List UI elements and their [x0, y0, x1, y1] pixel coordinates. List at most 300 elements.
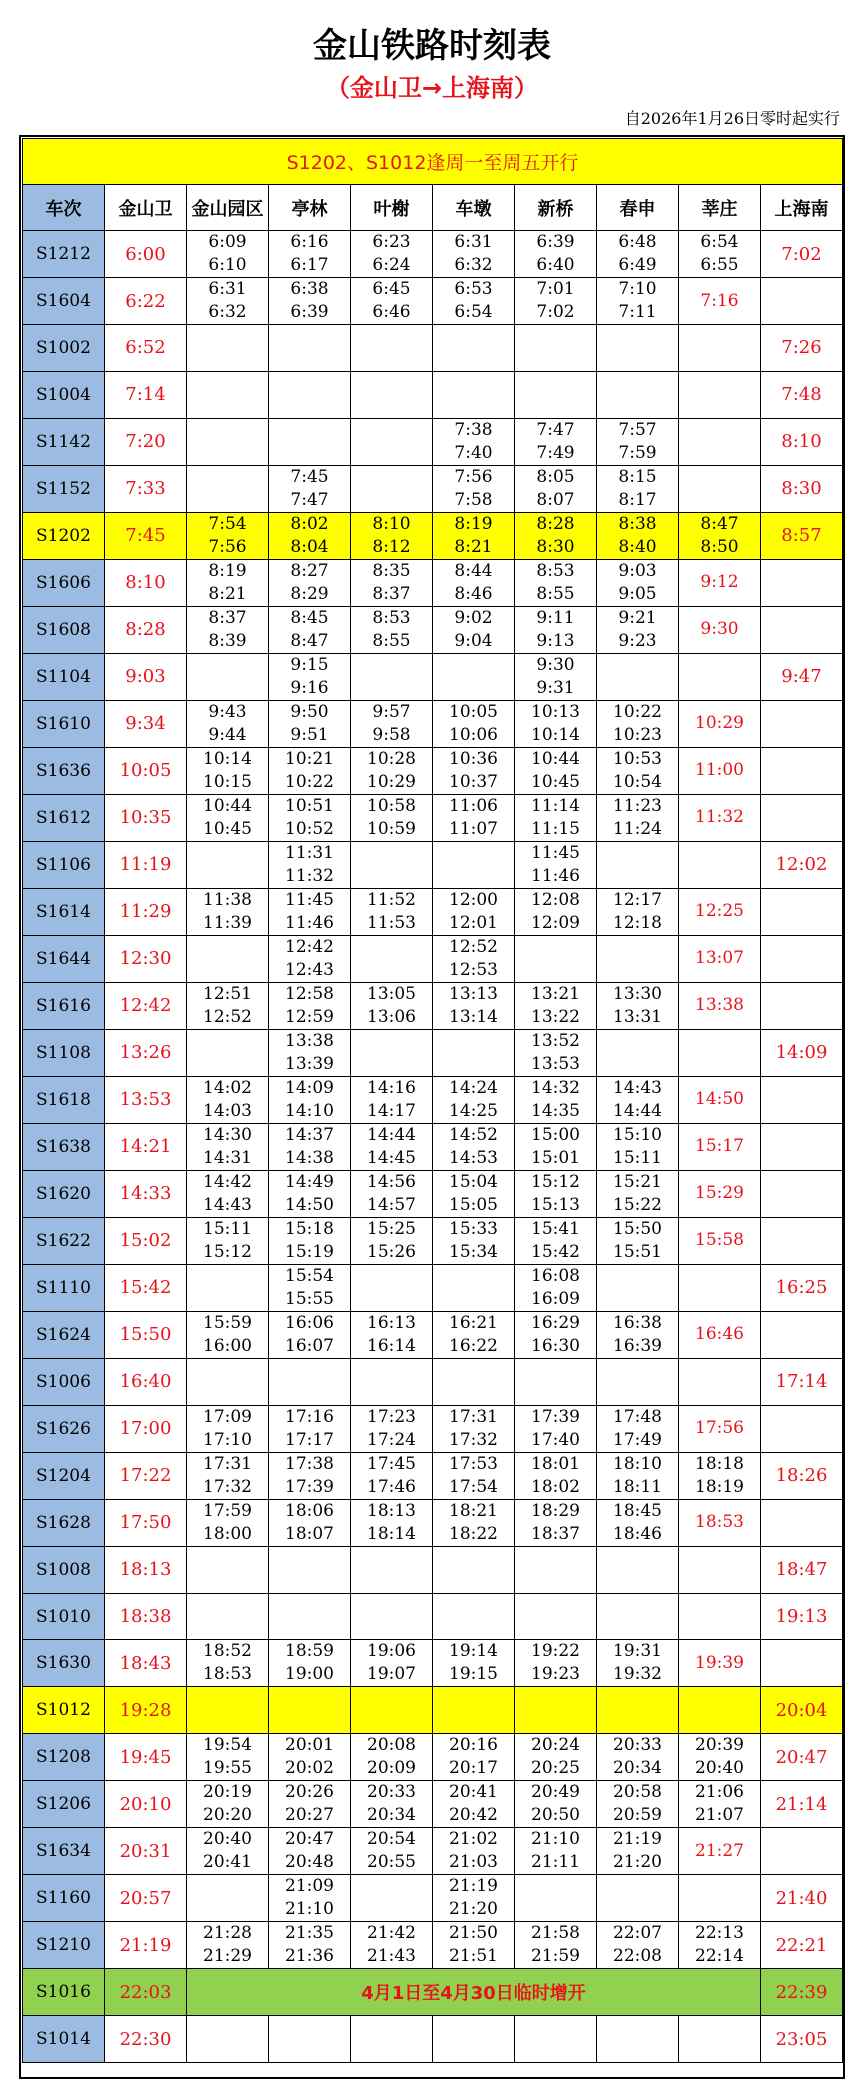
train-row: [23, 1546, 843, 1593]
station-time: 9:02 9:04: [433, 606, 515, 653]
train-number: S1160: [23, 1875, 105, 1922]
station-time: [433, 653, 515, 700]
train-row: [23, 653, 843, 700]
station-time: 8:53 8:55: [351, 606, 433, 653]
station-time: 14:42 14:43: [187, 1170, 269, 1217]
departure-time: 15:42: [105, 1264, 187, 1311]
train-number: S1104: [23, 653, 105, 700]
station-time: [679, 841, 761, 888]
station-time: 20:24 20:25: [515, 1734, 597, 1781]
station-time: 20:33 20:34: [597, 1734, 679, 1781]
station-time: [351, 935, 433, 982]
station-time: [597, 841, 679, 888]
train-row: [23, 700, 843, 747]
station-time: 12:42 12:43: [269, 935, 351, 982]
station-time: [515, 325, 597, 372]
arrival-time: 23:05: [761, 2016, 843, 2063]
train-row: [23, 1217, 843, 1264]
station-time: [597, 1264, 679, 1311]
station-time: 15:50 15:51: [597, 1217, 679, 1264]
train-number: S1152: [23, 465, 105, 512]
train-number: S1206: [23, 1781, 105, 1828]
station-time: 11:32: [679, 794, 761, 841]
station-time: 15:59 16:00: [187, 1311, 269, 1358]
station-time: [515, 1358, 597, 1405]
arrival-time: [761, 1828, 843, 1875]
station-time: [679, 371, 761, 418]
station-time: [351, 1264, 433, 1311]
header-station: 叶榭: [351, 185, 433, 231]
departure-time: 20:57: [105, 1875, 187, 1922]
header-station: 莘庄: [679, 185, 761, 231]
station-time: 15:54 15:55: [269, 1264, 351, 1311]
station-time: 19:06 19:07: [351, 1640, 433, 1687]
train-row: [23, 935, 843, 982]
arrival-time: [761, 747, 843, 794]
station-time: [679, 1029, 761, 1076]
station-time: 13:30 13:31: [597, 982, 679, 1029]
departure-time: 18:13: [105, 1546, 187, 1593]
station-time: 13:38: [679, 982, 761, 1029]
station-time: 21:19 21:20: [597, 1828, 679, 1875]
station-time: [187, 1358, 269, 1405]
arrival-time: 7:48: [761, 371, 843, 418]
header-train-number: 车次: [23, 185, 105, 231]
station-time: 21:10 21:11: [515, 1828, 597, 1875]
header-station: 金山卫: [105, 185, 187, 231]
temporary-service-note: 4月1日至4月30日临时增开: [187, 1969, 761, 2016]
station-time: [187, 1687, 269, 1734]
station-time: 16:21 16:22: [433, 1311, 515, 1358]
station-time: [597, 325, 679, 372]
departure-time: 13:53: [105, 1076, 187, 1123]
departure-time: 20:31: [105, 1828, 187, 1875]
arrival-time: 22:39: [761, 1969, 843, 2016]
station-time: 10:21 10:22: [269, 747, 351, 794]
train-row: [23, 325, 843, 372]
station-time: 21:58 21:59: [515, 1922, 597, 1969]
station-time: 9:30: [679, 606, 761, 653]
station-time: 9:15 9:16: [269, 653, 351, 700]
train-row: [23, 1687, 843, 1734]
arrival-time: [761, 982, 843, 1029]
station-time: 15:00 15:01: [515, 1123, 597, 1170]
departure-time: 17:22: [105, 1452, 187, 1499]
train-number: S1644: [23, 935, 105, 982]
station-time: [269, 325, 351, 372]
station-time: [351, 1546, 433, 1593]
station-time: 9:30 9:31: [515, 653, 597, 700]
train-row: [23, 1781, 843, 1828]
station-time: 17:45 17:46: [351, 1452, 433, 1499]
arrival-time: 18:47: [761, 1546, 843, 1593]
station-time: 14:24 14:25: [433, 1076, 515, 1123]
station-time: [597, 1358, 679, 1405]
arrival-time: [761, 559, 843, 606]
station-time: 10:29: [679, 700, 761, 747]
train-number: S1208: [23, 1734, 105, 1781]
station-time: [597, 371, 679, 418]
train-row: [23, 1170, 843, 1217]
station-time: 21:28 21:29: [187, 1922, 269, 1969]
train-number: S1612: [23, 794, 105, 841]
station-time: [187, 1264, 269, 1311]
station-time: 11:45 11:46: [269, 888, 351, 935]
arrival-time: 7:26: [761, 325, 843, 372]
station-time: 6:09 6:10: [187, 231, 269, 278]
header-station: 亭林: [269, 185, 351, 231]
station-time: 7:01 7:02: [515, 278, 597, 325]
station-time: 15:11 15:12: [187, 1217, 269, 1264]
timetable: [22, 138, 843, 2063]
station-time: 7:38 7:40: [433, 418, 515, 465]
arrival-time: [761, 278, 843, 325]
train-row: [23, 371, 843, 418]
station-time: 12:00 12:01: [433, 888, 515, 935]
station-time: 22:07 22:08: [597, 1922, 679, 1969]
station-time: 18:10 18:11: [597, 1452, 679, 1499]
train-number: S1626: [23, 1405, 105, 1452]
station-time: 18:52 18:53: [187, 1640, 269, 1687]
station-time: 15:18 15:19: [269, 1217, 351, 1264]
station-time: 9:12: [679, 559, 761, 606]
station-time: [433, 2016, 515, 2063]
station-time: [187, 1875, 269, 1922]
station-time: 12:25: [679, 888, 761, 935]
departure-time: 15:02: [105, 1217, 187, 1264]
route-subtitle: （金山卫→上海南）: [325, 74, 539, 102]
train-row: [23, 1264, 843, 1311]
station-time: [351, 371, 433, 418]
arrival-time: 18:26: [761, 1452, 843, 1499]
train-number: S1630: [23, 1640, 105, 1687]
station-time: 20:01 20:02: [269, 1734, 351, 1781]
station-time: 18:59 19:00: [269, 1640, 351, 1687]
station-time: 7:45 7:47: [269, 465, 351, 512]
station-time: [679, 1264, 761, 1311]
station-time: [269, 2016, 351, 2063]
train-number: S1636: [23, 747, 105, 794]
station-time: 15:58: [679, 1217, 761, 1264]
station-time: 12:58 12:59: [269, 982, 351, 1029]
station-time: 15:41 15:42: [515, 1217, 597, 1264]
station-time: 8:10 8:12: [351, 512, 433, 559]
station-time: [597, 653, 679, 700]
station-time: [679, 1593, 761, 1640]
station-time: 8:02 8:04: [269, 512, 351, 559]
station-time: 9:57 9:58: [351, 700, 433, 747]
station-time: 10:36 10:37: [433, 747, 515, 794]
train-number: S1108: [23, 1029, 105, 1076]
station-time: 12:51 12:52: [187, 982, 269, 1029]
train-number: S1610: [23, 700, 105, 747]
header-station: 车墩: [433, 185, 515, 231]
departure-time: 7:45: [105, 512, 187, 559]
station-time: [597, 1029, 679, 1076]
train-row: [23, 418, 843, 465]
station-time: 20:39 20:40: [679, 1734, 761, 1781]
station-time: [597, 935, 679, 982]
arrival-time: 8:30: [761, 465, 843, 512]
station-time: [187, 325, 269, 372]
station-time: 6:53 6:54: [433, 278, 515, 325]
station-time: 21:02 21:03: [433, 1828, 515, 1875]
departure-time: 10:05: [105, 747, 187, 794]
station-time: [351, 418, 433, 465]
station-time: [597, 1546, 679, 1593]
station-time: 18:45 18:46: [597, 1499, 679, 1546]
train-row: [23, 1969, 843, 2016]
station-time: 11:06 11:07: [433, 794, 515, 841]
station-time: 18:01 18:02: [515, 1452, 597, 1499]
station-time: 15:33 15:34: [433, 1217, 515, 1264]
station-time: 20:49 20:50: [515, 1781, 597, 1828]
header-station: 上海南: [761, 185, 843, 231]
train-row: [23, 1499, 843, 1546]
station-time: 21:19 21:20: [433, 1875, 515, 1922]
train-number: S1110: [23, 1264, 105, 1311]
station-time: 8:05 8:07: [515, 465, 597, 512]
station-time: 21:42 21:43: [351, 1922, 433, 1969]
page-title: 金山铁路时刻表: [313, 26, 551, 66]
station-time: 16:13 16:14: [351, 1311, 433, 1358]
train-number: S1012: [23, 1687, 105, 1734]
station-time: 20:40 20:41: [187, 1828, 269, 1875]
station-time: 6:54 6:55: [679, 231, 761, 278]
station-time: [679, 1546, 761, 1593]
arrival-time: 19:13: [761, 1593, 843, 1640]
station-time: 14:52 14:53: [433, 1123, 515, 1170]
train-number: S1142: [23, 418, 105, 465]
station-time: [351, 1029, 433, 1076]
departure-time: 8:10: [105, 559, 187, 606]
departure-time: 7:14: [105, 371, 187, 418]
train-row: [23, 1640, 843, 1687]
station-time: [187, 653, 269, 700]
arrival-time: [761, 1123, 843, 1170]
arrival-time: 9:47: [761, 653, 843, 700]
station-time: 15:04 15:05: [433, 1170, 515, 1217]
station-time: 14:49 14:50: [269, 1170, 351, 1217]
station-time: [679, 1875, 761, 1922]
station-time: 8:27 8:29: [269, 559, 351, 606]
train-number: S1604: [23, 278, 105, 325]
departure-time: 11:29: [105, 888, 187, 935]
train-row: [23, 1452, 843, 1499]
station-time: 11:38 11:39: [187, 888, 269, 935]
train-row: [23, 794, 843, 841]
station-time: [433, 1358, 515, 1405]
station-time: 8:15 8:17: [597, 465, 679, 512]
departure-time: 9:03: [105, 653, 187, 700]
station-time: [597, 1875, 679, 1922]
station-time: 11:00: [679, 747, 761, 794]
station-time: 6:39 6:40: [515, 231, 597, 278]
arrival-time: [761, 1217, 843, 1264]
arrival-time: 21:14: [761, 1781, 843, 1828]
departure-time: 6:22: [105, 278, 187, 325]
station-time: 20:41 20:42: [433, 1781, 515, 1828]
station-time: [433, 1029, 515, 1076]
station-time: 22:13 22:14: [679, 1922, 761, 1969]
station-time: 6:16 6:17: [269, 231, 351, 278]
train-number: S1638: [23, 1123, 105, 1170]
station-time: 6:23 6:24: [351, 231, 433, 278]
station-time: 9:50 9:51: [269, 700, 351, 747]
train-row: [23, 1734, 843, 1781]
train-row: [23, 2016, 843, 2063]
station-time: 14:50: [679, 1076, 761, 1123]
station-time: 16:46: [679, 1311, 761, 1358]
station-time: [597, 1687, 679, 1734]
station-time: 7:56 7:58: [433, 465, 515, 512]
train-number: S1608: [23, 606, 105, 653]
station-time: 17:23 17:24: [351, 1405, 433, 1452]
station-time: 13:05 13:06: [351, 982, 433, 1029]
train-number: S1016: [23, 1969, 105, 2016]
train-number: S1008: [23, 1546, 105, 1593]
station-time: 21:09 21:10: [269, 1875, 351, 1922]
station-time: 17:53 17:54: [433, 1452, 515, 1499]
station-time: [351, 1358, 433, 1405]
station-time: 13:38 13:39: [269, 1029, 351, 1076]
station-time: 8:53 8:55: [515, 559, 597, 606]
station-time: 20:33 20:34: [351, 1781, 433, 1828]
station-time: [433, 1687, 515, 1734]
departure-time: 19:28: [105, 1687, 187, 1734]
station-time: 17:39 17:40: [515, 1405, 597, 1452]
train-row: [23, 465, 843, 512]
station-time: 14:30 14:31: [187, 1123, 269, 1170]
arrival-time: 14:09: [761, 1029, 843, 1076]
station-time: 10:05 10:06: [433, 700, 515, 747]
arrival-time: 8:57: [761, 512, 843, 559]
station-time: 13:07: [679, 935, 761, 982]
station-time: [433, 841, 515, 888]
train-row: [23, 841, 843, 888]
station-time: 17:16 17:17: [269, 1405, 351, 1452]
arrival-time: [761, 1640, 843, 1687]
train-number: S1616: [23, 982, 105, 1029]
train-number: S1006: [23, 1358, 105, 1405]
station-time: [679, 1358, 761, 1405]
station-time: [187, 418, 269, 465]
departure-time: 7:20: [105, 418, 187, 465]
train-number: S1614: [23, 888, 105, 935]
departure-time: 18:43: [105, 1640, 187, 1687]
departure-time: 12:42: [105, 982, 187, 1029]
station-time: 14:37 14:38: [269, 1123, 351, 1170]
station-time: [597, 1593, 679, 1640]
station-time: 10:44 10:45: [515, 747, 597, 794]
station-time: [351, 1593, 433, 1640]
header-row: [23, 185, 843, 231]
station-time: 10:44 10:45: [187, 794, 269, 841]
arrival-time: [761, 1405, 843, 1452]
station-time: 16:08 16:09: [515, 1264, 597, 1311]
arrival-time: 17:14: [761, 1358, 843, 1405]
arrival-time: 8:10: [761, 418, 843, 465]
arrival-time: 20:04: [761, 1687, 843, 1734]
station-time: 19:31 19:32: [597, 1640, 679, 1687]
station-time: 20:26 20:27: [269, 1781, 351, 1828]
station-time: 18:13 18:14: [351, 1499, 433, 1546]
arrival-time: [761, 1311, 843, 1358]
station-time: 20:54 20:55: [351, 1828, 433, 1875]
station-time: [679, 1687, 761, 1734]
station-time: [515, 1687, 597, 1734]
departure-time: 20:10: [105, 1781, 187, 1828]
departure-time: 11:19: [105, 841, 187, 888]
station-time: 19:39: [679, 1640, 761, 1687]
station-time: [351, 653, 433, 700]
departure-time: 9:34: [105, 700, 187, 747]
station-time: 17:31 17:32: [187, 1452, 269, 1499]
station-time: [433, 1593, 515, 1640]
departure-time: 22:30: [105, 2016, 187, 2063]
station-time: 15:12 15:13: [515, 1170, 597, 1217]
station-time: 11:23 11:24: [597, 794, 679, 841]
departure-time: 19:45: [105, 1734, 187, 1781]
train-row: [23, 1311, 843, 1358]
departure-time: 17:50: [105, 1499, 187, 1546]
station-time: 14:02 14:03: [187, 1076, 269, 1123]
station-time: 17:48 17:49: [597, 1405, 679, 1452]
station-time: [187, 1593, 269, 1640]
station-time: 11:31 11:32: [269, 841, 351, 888]
station-time: 12:17 12:18: [597, 888, 679, 935]
station-time: 21:35 21:36: [269, 1922, 351, 1969]
station-time: 11:14 11:15: [515, 794, 597, 841]
arrival-time: 20:47: [761, 1734, 843, 1781]
station-time: 20:08 20:09: [351, 1734, 433, 1781]
station-time: 15:29: [679, 1170, 761, 1217]
train-row: [23, 559, 843, 606]
station-time: 8:44 8:46: [433, 559, 515, 606]
train-number: S1628: [23, 1499, 105, 1546]
departure-time: 17:00: [105, 1405, 187, 1452]
station-time: [679, 418, 761, 465]
departure-time: 8:28: [105, 606, 187, 653]
departure-time: 14:33: [105, 1170, 187, 1217]
arrival-time: 22:21: [761, 1922, 843, 1969]
train-row: [23, 1922, 843, 1969]
station-time: 9:03 9:05: [597, 559, 679, 606]
train-number: S1004: [23, 371, 105, 418]
train-row: [23, 1358, 843, 1405]
station-time: 8:45 8:47: [269, 606, 351, 653]
station-time: [351, 465, 433, 512]
station-time: 8:28 8:30: [515, 512, 597, 559]
train-row: [23, 1405, 843, 1452]
arrival-time: [761, 794, 843, 841]
station-time: [269, 1593, 351, 1640]
station-time: 10:58 10:59: [351, 794, 433, 841]
train-row: [23, 982, 843, 1029]
header-station: 金山园区: [187, 185, 269, 231]
departure-time: 22:03: [105, 1969, 187, 2016]
train-number: S1624: [23, 1311, 105, 1358]
station-time: 6:48 6:49: [597, 231, 679, 278]
station-time: 10:53 10:54: [597, 747, 679, 794]
station-time: 12:52 12:53: [433, 935, 515, 982]
train-row: [23, 231, 843, 278]
station-time: 8:38 8:40: [597, 512, 679, 559]
station-time: [269, 1687, 351, 1734]
station-time: 20:19 20:20: [187, 1781, 269, 1828]
train-number: S1622: [23, 1217, 105, 1264]
departure-time: 13:26: [105, 1029, 187, 1076]
